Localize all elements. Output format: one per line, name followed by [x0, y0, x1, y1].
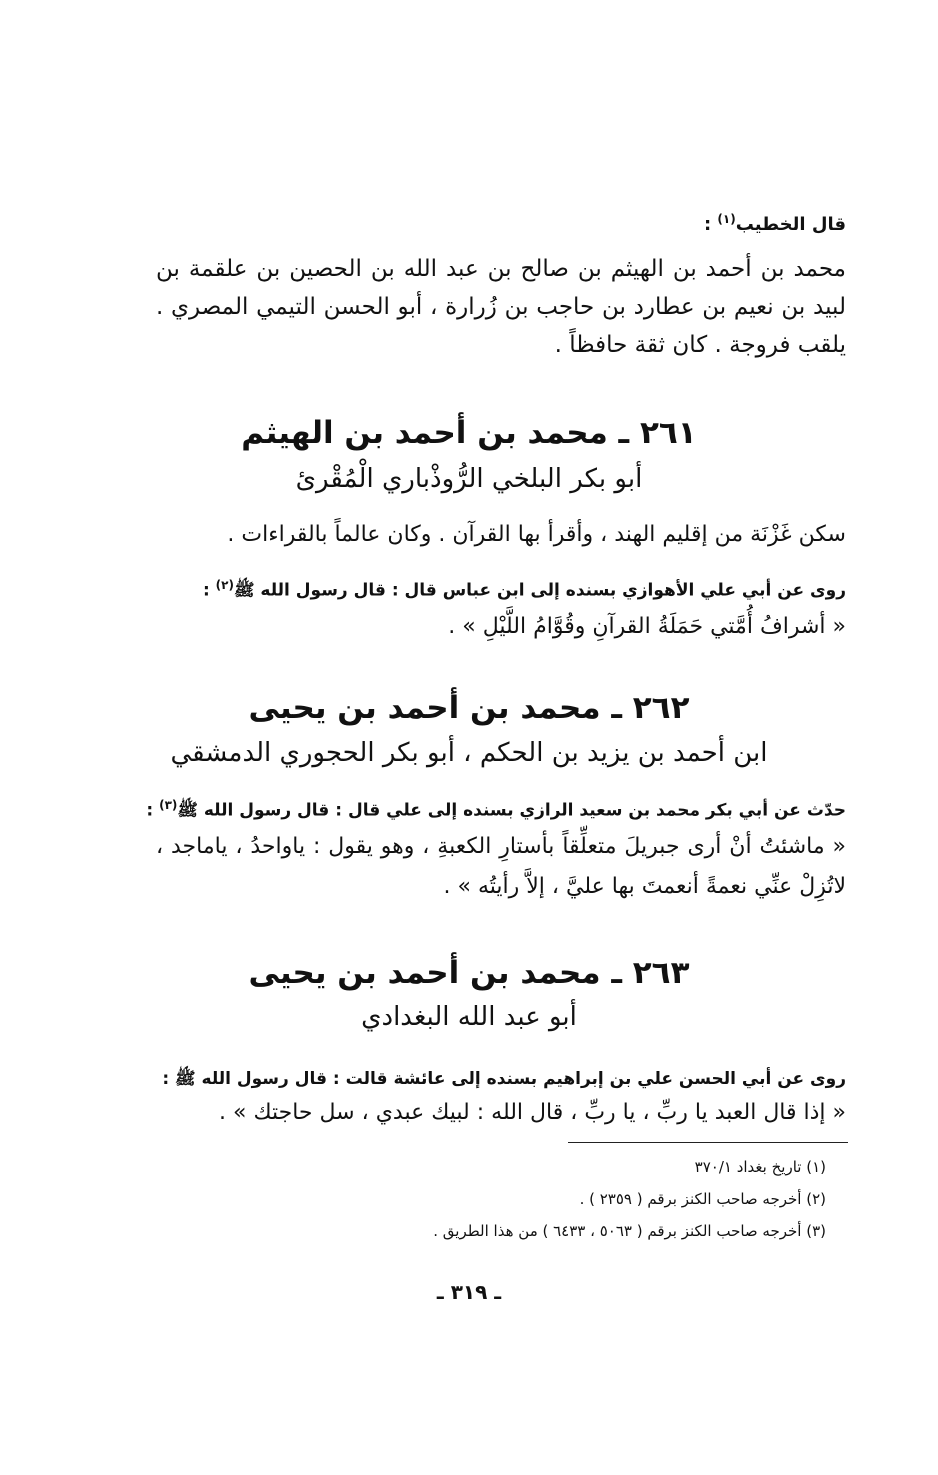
entry-262-title: ٢٦٢ ـ محمد بن أحمد بن يحيى — [248, 690, 690, 726]
entry-261-text: سكن غَزْنَة من إقليم الهند ، وأقرأ بها القرآن . وكان عالماً بالقراءات . — [227, 522, 846, 547]
footnote-2: (٢) أخرجه صاحب الكنز برقم ( ٢٣٥٩ ) . — [579, 1190, 826, 1208]
intro-label — [156, 212, 846, 235]
entry-262-quote-line1: « ماشئتُ أنْ أرى جبريلَ متعلِّقاً بأستارِ الكعبةِ ، وهو يقول : ياواحدُ ، ياماجد ، — [156, 834, 846, 859]
entry-261-narration-end: : — [202, 580, 210, 601]
intro-colon: : — [703, 214, 712, 235]
footnote-ref-1: (١) — [717, 212, 736, 226]
entry-262-quote-line2: لاتُزِلْ عنِّي نعمةً أنعمتَ بها عليَّ ، إلاَّ رأيتُه » . — [443, 874, 846, 899]
entry-263-subtitle: أبو عبد الله البغدادي — [361, 1002, 577, 1032]
entry-263-quote: « إذا قال العبد يا ربِّ ، يا ربِّ ، قال الله : لبيك عبدي ، سل حاجتك » . — [219, 1100, 846, 1125]
intro-paragraph: محمد بن أحمد بن الهيثم بن صالح بن عبد الله بن الحصين بن علقمة بن لبيد بن نعيم بن عطارد بن حاجب بن زُرارة ، أبو الحسن التيمي المصري . يلقب فروجة . كان ثقة حافظاً . — [156, 256, 846, 358]
entry-262-narration — [146, 798, 846, 825]
footnote-ref-2: (٢) — [215, 578, 234, 592]
entry-263-title: ٢٦٣ ـ محمد بن أحمد بن يحيى — [248, 955, 690, 991]
footnote-separator — [568, 1142, 848, 1143]
footnote-ref-3: (٣) — [159, 798, 178, 812]
entry-262-subtitle: ابن أحمد بن يزيد بن الحكم ، أبو بكر الحجوري الدمشقي — [170, 738, 768, 768]
page-number: ـ ٣١٩ ـ — [436, 1280, 502, 1304]
entry-261-title: ٢٦١ ـ محمد بن أحمد بن الهيثم — [241, 415, 697, 451]
entry-263-narration: روى عن أبي الحسن علي بن إبراهيم بسنده إلى عائشة قالت : قال رسول الله ﷺ : — [162, 1069, 846, 1089]
footnote-3: (٣) أخرجه صاحب الكنز برقم ( ٥٠٦٣ ، ٦٤٣٣ ) من هذا الطريق . — [433, 1222, 826, 1240]
entry-261-narration — [156, 578, 846, 605]
intro-label-text: قال الخطيب — [735, 214, 846, 235]
footnote-1: (١) تاريخ بغداد ٣٧٠/١ — [694, 1158, 826, 1176]
entry-261-narration-text: روى عن أبي علي الأهوازي بسنده إلى ابن عباس قال : قال رسول الله ﷺ — [233, 580, 846, 601]
entry-262-narration-end: : — [146, 800, 154, 821]
entry-262-narration-text: حدّث عن أبي بكر محمد بن سعيد الرازي بسنده إلى علي قال : قال رسول الله ﷺ — [177, 800, 846, 821]
entry-261-quote: « أشرافُ أُمَّتي حَمَلَةُ القرآنِ وقُوَّامُ اللَّيْلِ » . — [448, 614, 846, 639]
entry-261-subtitle: أبو بكر البلخي الرُّوذْباري الْمُقْرئ — [295, 464, 643, 494]
